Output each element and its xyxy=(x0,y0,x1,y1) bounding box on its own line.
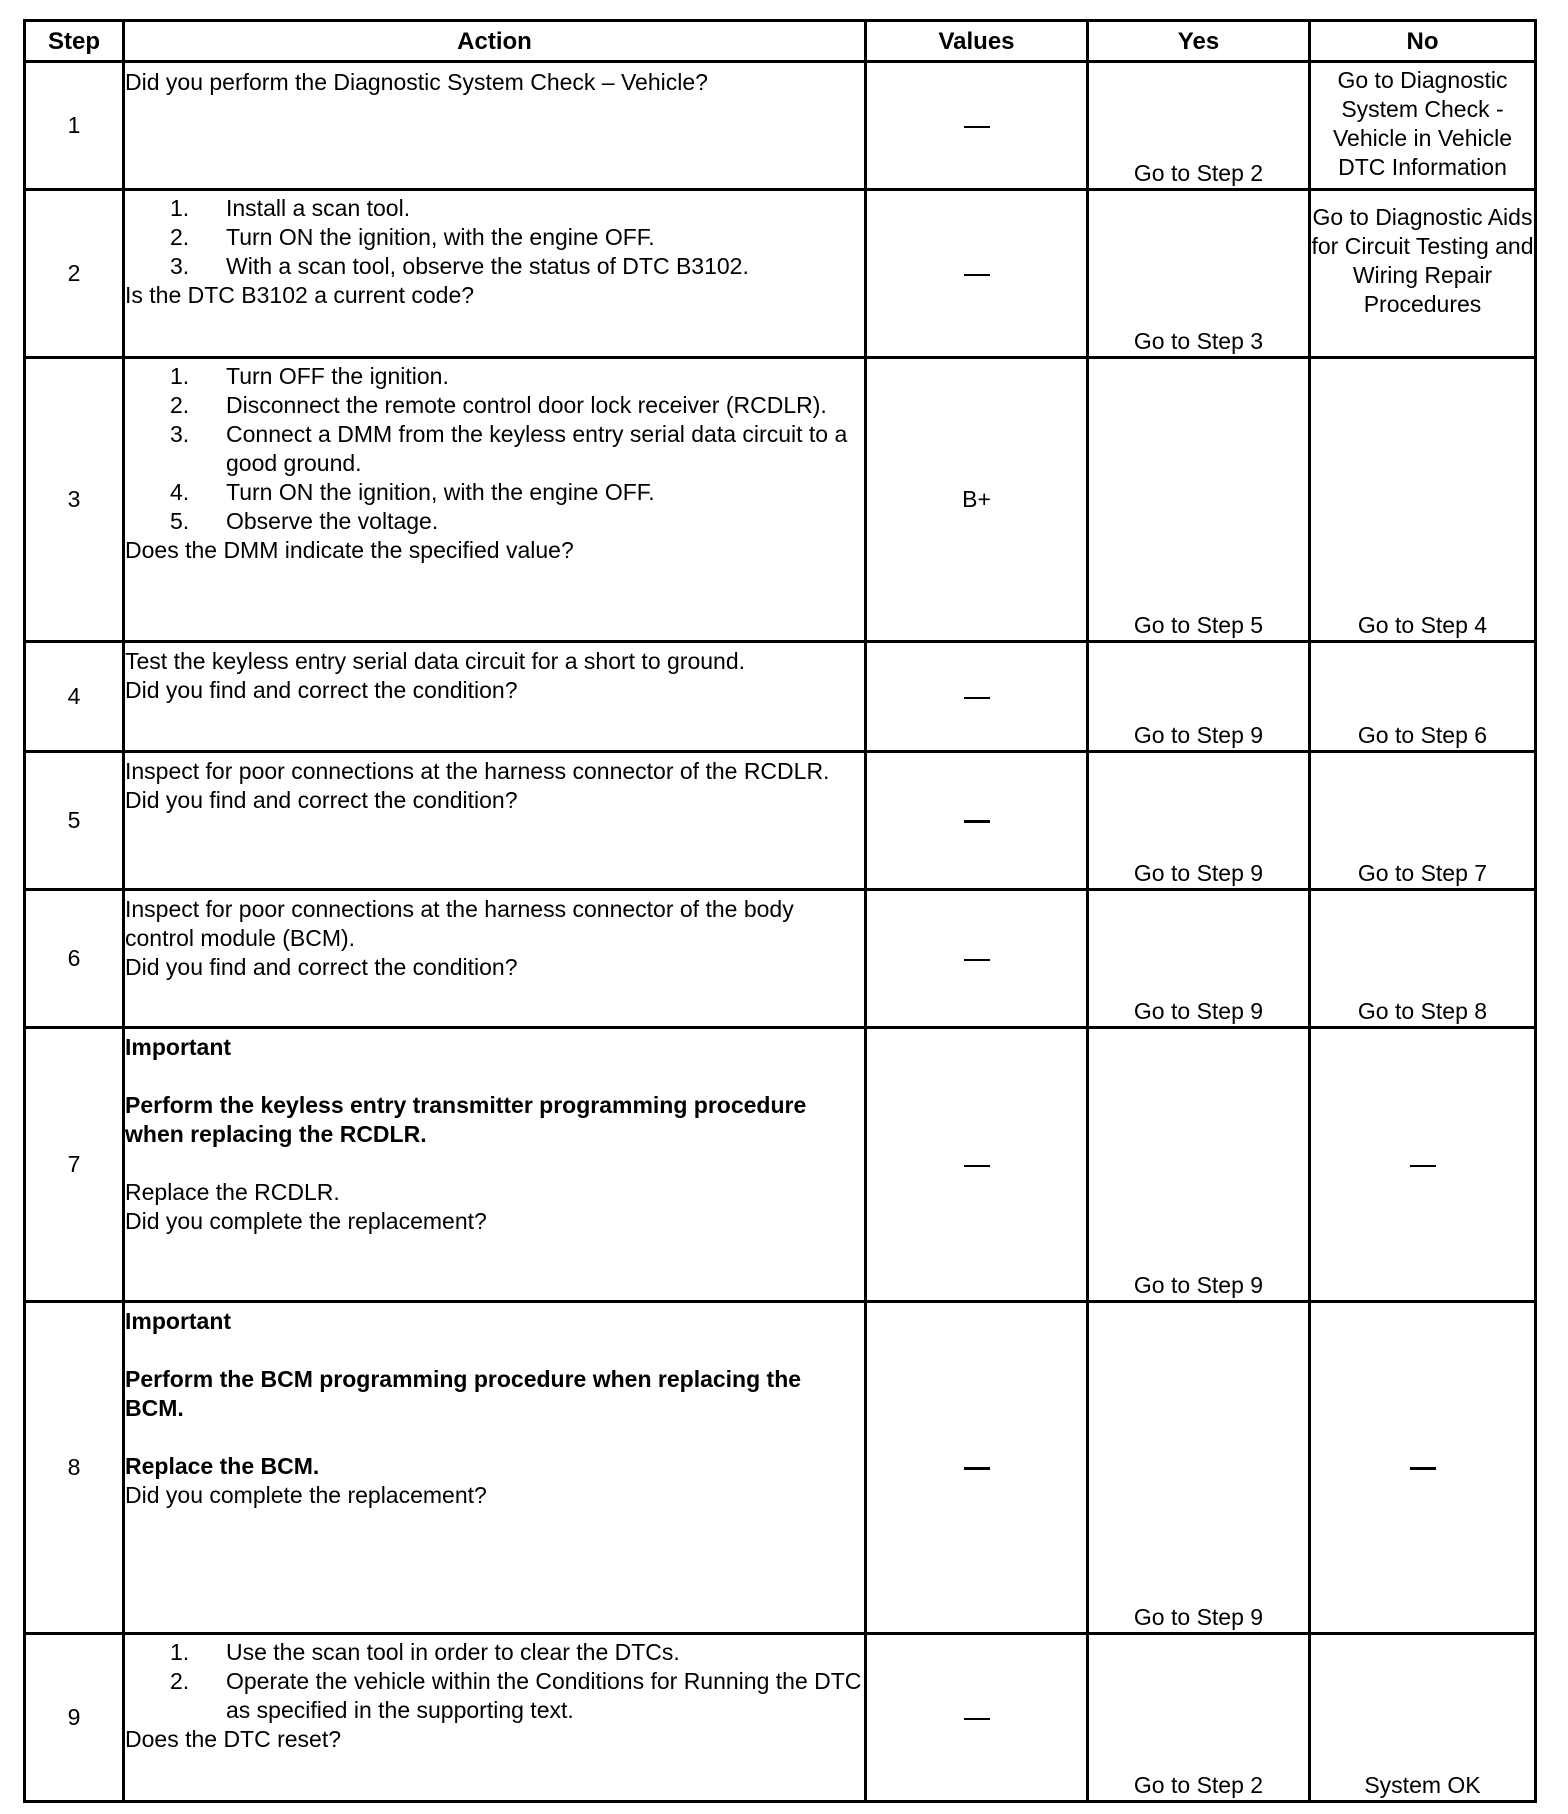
value-cell xyxy=(866,752,1088,890)
no-cell: Go to Step 4 xyxy=(1310,358,1536,642)
no-cell: Go to Step 8 xyxy=(1310,890,1536,1028)
action-text: Did you perform the Diagnostic System Check – Vehicle? xyxy=(125,69,708,95)
header-row xyxy=(25,21,1536,62)
dash-mark xyxy=(964,820,990,823)
action-cell xyxy=(124,890,866,1028)
table-row-step-6 xyxy=(25,890,1536,1028)
no-cell: Go to Diagnostic Aids for Circuit Testing and Wiring Repair Procedures xyxy=(1310,190,1536,358)
no-cell: Go to Step 6 xyxy=(1310,642,1536,752)
dash-mark xyxy=(964,1718,990,1720)
value-cell xyxy=(866,190,1088,358)
value-cell xyxy=(866,1634,1088,1802)
action-question: Does the DMM indicate the specified value? xyxy=(125,537,574,563)
value-cell xyxy=(866,642,1088,752)
action-list xyxy=(125,1638,864,1725)
action-cell xyxy=(124,190,866,358)
step-number: 4 xyxy=(25,642,124,752)
step-number: 9 xyxy=(25,1634,124,1802)
value-cell xyxy=(866,62,1088,190)
action-cell xyxy=(124,642,866,752)
dash-mark xyxy=(1410,1165,1436,1167)
yes-cell: Go to Step 2 xyxy=(1088,62,1310,190)
header-no: No xyxy=(1310,21,1536,62)
list-item: Disconnect the remote control door lock receiver (RCDLR). xyxy=(226,392,827,418)
dash-mark xyxy=(964,274,990,276)
important-label: Important xyxy=(125,1034,232,1060)
dash-mark xyxy=(1410,1467,1436,1470)
list-item: Operate the vehicle within the Conditions for Running the DTC as specified in the supporting text. xyxy=(226,1668,862,1723)
table-row-step-3 xyxy=(25,358,1536,642)
no-cell xyxy=(1310,1302,1536,1634)
dash-mark xyxy=(964,1467,990,1470)
value-cell: B+ xyxy=(866,358,1088,642)
step-number: 2 xyxy=(25,190,124,358)
yes-cell: Go to Step 9 xyxy=(1088,752,1310,890)
action-question: Is the DTC B3102 a current code? xyxy=(125,282,475,308)
step-number: 5 xyxy=(25,752,124,890)
yes-cell: Go to Step 9 xyxy=(1088,642,1310,752)
list-item: Turn OFF the ignition. xyxy=(226,363,449,389)
important-note: Perform the keyless entry transmitter programming procedure when replacing the RCDLR. xyxy=(125,1092,807,1147)
action-cell xyxy=(124,358,866,642)
yes-cell: Go to Step 9 xyxy=(1088,1302,1310,1634)
action-cell xyxy=(124,1028,866,1302)
action-question: Did you complete the replacement? xyxy=(125,1482,487,1508)
action-question: Did you find and correct the condition? xyxy=(125,677,518,703)
header-yes: Yes xyxy=(1088,21,1310,62)
table-row-step-9 xyxy=(25,1634,1536,1802)
list-item: Turn ON the ignition, with the engine OFF. xyxy=(226,479,655,505)
list-item: Connect a DMM from the keyless entry serial data circuit to a good ground. xyxy=(226,421,848,476)
no-cell xyxy=(1310,1028,1536,1302)
action-text: Replace the RCDLR. xyxy=(125,1179,340,1205)
no-cell: System OK xyxy=(1310,1634,1536,1802)
table-row-step-5 xyxy=(25,752,1536,890)
action-text: Test the keyless entry serial data circuit for a short to ground. xyxy=(125,648,746,674)
dash-mark xyxy=(964,959,990,961)
action-cell xyxy=(124,752,866,890)
dash-mark xyxy=(964,697,990,699)
diagnostic-table xyxy=(23,19,1537,1803)
action-question: Did you find and correct the condition? xyxy=(125,787,518,813)
no-cell: Go to Step 7 xyxy=(1310,752,1536,890)
action-text: Inspect for poor connections at the harness connector of the RCDLR. xyxy=(125,758,830,784)
action-text: Replace the BCM. xyxy=(125,1453,320,1479)
action-question: Did you complete the replacement? xyxy=(125,1208,487,1234)
action-text: Inspect for poor connections at the harness connector of the body control module (BCM). xyxy=(125,896,794,951)
table-row-step-2 xyxy=(25,190,1536,358)
action-cell xyxy=(124,62,866,190)
action-cell xyxy=(124,1302,866,1634)
list-item: Install a scan tool. xyxy=(226,195,411,221)
yes-cell: Go to Step 5 xyxy=(1088,358,1310,642)
step-number: 8 xyxy=(25,1302,124,1634)
table-row-step-4 xyxy=(25,642,1536,752)
value-cell xyxy=(866,1302,1088,1634)
action-cell xyxy=(124,1634,866,1802)
list-item: Observe the voltage. xyxy=(226,508,439,534)
important-note: Perform the BCM programming procedure when replacing the BCM. xyxy=(125,1366,802,1421)
yes-cell: Go to Step 9 xyxy=(1088,890,1310,1028)
yes-cell: Go to Step 3 xyxy=(1088,190,1310,358)
header-step: Step xyxy=(25,21,124,62)
important-label: Important xyxy=(125,1308,232,1334)
table-row-step-8 xyxy=(25,1302,1536,1634)
table-row-step-1 xyxy=(25,62,1536,190)
action-list xyxy=(125,362,864,536)
step-number: 1 xyxy=(25,62,124,190)
dash-mark xyxy=(964,126,990,128)
header-action: Action xyxy=(124,21,866,62)
dash-mark xyxy=(964,1165,990,1167)
step-number: 7 xyxy=(25,1028,124,1302)
list-item: Turn ON the ignition, with the engine OFF. xyxy=(226,224,655,250)
header-values: Values xyxy=(866,21,1088,62)
action-list xyxy=(125,194,864,281)
yes-cell: Go to Step 9 xyxy=(1088,1028,1310,1302)
value-cell xyxy=(866,890,1088,1028)
list-item: With a scan tool, observe the status of DTC B3102. xyxy=(226,253,749,279)
step-number: 3 xyxy=(25,358,124,642)
action-question: Did you find and correct the condition? xyxy=(125,954,518,980)
list-item: Use the scan tool in order to clear the DTCs. xyxy=(226,1639,680,1665)
yes-cell: Go to Step 2 xyxy=(1088,1634,1310,1802)
action-question: Does the DTC reset? xyxy=(125,1726,342,1752)
value-cell xyxy=(866,1028,1088,1302)
no-cell: Go to Diagnostic System Check - Vehicle in Vehicle DTC Information xyxy=(1310,62,1536,190)
step-number: 6 xyxy=(25,890,124,1028)
table-row-step-7 xyxy=(25,1028,1536,1302)
